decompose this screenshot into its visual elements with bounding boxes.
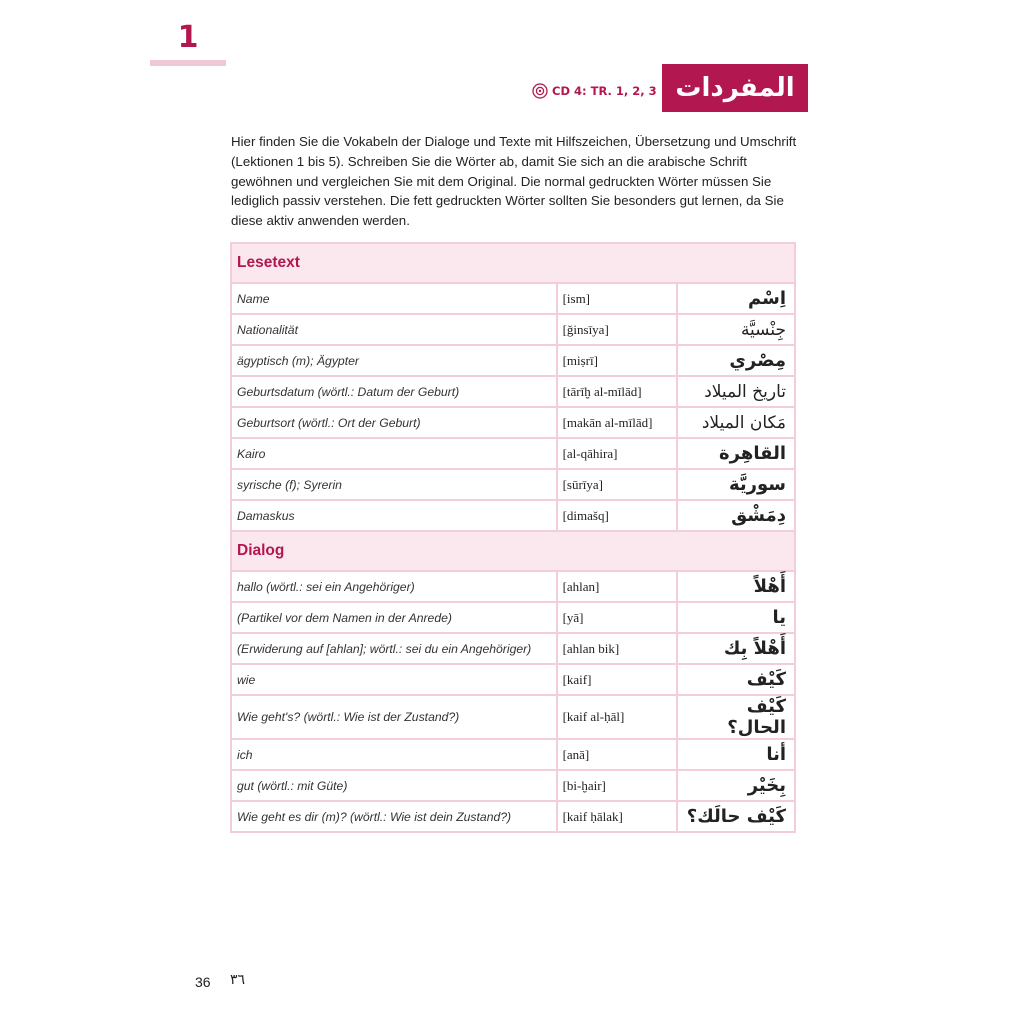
section-heading: Lesetext xyxy=(231,243,795,283)
transliteration: [bi-ḫair] xyxy=(557,770,677,801)
cd-reference xyxy=(532,80,657,102)
german-meaning: (Erwiderung auf [ahlan]; wörtl.: sei du ein Angehöriger) xyxy=(231,633,557,664)
chapter-underline xyxy=(150,60,226,66)
arabic-word: أنا xyxy=(677,739,795,770)
table-row xyxy=(231,602,795,633)
arabic-word: تاريخ الميلاد xyxy=(677,376,795,407)
transliteration: [kaif] xyxy=(557,664,677,695)
arabic-word: أَهْلاً بِك xyxy=(677,633,795,664)
arabic-word: مِصْري xyxy=(677,345,795,376)
arabic-word: يا xyxy=(677,602,795,633)
table-row xyxy=(231,345,795,376)
transliteration: [ǧinsīya] xyxy=(557,314,677,345)
german-meaning: Geburtsort (wörtl.: Ort der Geburt) xyxy=(231,407,557,438)
transliteration: [yā] xyxy=(557,602,677,633)
table-row xyxy=(231,664,795,695)
transliteration: [sūrīya] xyxy=(557,469,677,500)
table-row xyxy=(231,770,795,801)
german-meaning: Geburtsdatum (wörtl.: Datum der Geburt) xyxy=(231,376,557,407)
section-title-banner: المفردات xyxy=(662,64,808,112)
german-meaning: hallo (wörtl.: sei ein Angehöriger) xyxy=(231,571,557,602)
transliteration: [al-qāhira] xyxy=(557,438,677,469)
transliteration: [miṣrī] xyxy=(557,345,677,376)
arabic-word: اِسْم xyxy=(677,283,795,314)
page-number-arabic: ٣٦ xyxy=(230,972,246,988)
arabic-word: كَيْف الحال؟ xyxy=(677,695,795,739)
table-row xyxy=(231,407,795,438)
german-meaning: gut (wörtl.: mit Güte) xyxy=(231,770,557,801)
intro-paragraph: Hier finden Sie die Vokabeln der Dialoge und Texte mit Hilfszeichen, Übersetzung und Umschrift (Lektionen 1 bis 5). Schreiben Sie die Wörter ab, damit Sie sich an die arabische Schrift gewöhnen und vergleichen Sie mit dem Original. Die normal gedruckten Wörter müssen Sie lediglich passiv verstehen. Die fett gedruckten Wörter sollten Sie besonders gut lernen, da Sie diese aktiv anwenden werden. xyxy=(231,134,797,229)
german-meaning: Wie geht es dir (m)? (wörtl.: Wie ist dein Zustand?) xyxy=(231,801,557,832)
transliteration: [anā] xyxy=(557,739,677,770)
chapter-number: 1 xyxy=(177,20,199,55)
table-row xyxy=(231,695,795,739)
german-meaning: Damaskus xyxy=(231,500,557,531)
page-number: 36 xyxy=(195,974,211,990)
cd-reference-text: CD 4: TR. 1, 2, 3 xyxy=(552,84,657,98)
vocabulary-table xyxy=(230,242,796,833)
german-meaning: (Partikel vor dem Namen in der Anrede) xyxy=(231,602,557,633)
transliteration: [tārīḫ al-mīlād] xyxy=(557,376,677,407)
arabic-word: بِخَيْر xyxy=(677,770,795,801)
german-meaning: ägyptisch (m); Ägypter xyxy=(231,345,557,376)
german-meaning: wie xyxy=(231,664,557,695)
german-meaning: Nationalität xyxy=(231,314,557,345)
cd-icon xyxy=(532,83,548,99)
transliteration: [ahlan bik] xyxy=(557,633,677,664)
table-row xyxy=(231,571,795,602)
arabic-word: أَهْلاً xyxy=(677,571,795,602)
table-row xyxy=(231,283,795,314)
table-row xyxy=(231,801,795,832)
arabic-word: سوريَّة xyxy=(677,469,795,500)
table-row xyxy=(231,438,795,469)
arabic-word: دِمَشْق xyxy=(677,500,795,531)
transliteration: [makān al-mīlād] xyxy=(557,407,677,438)
section-heading: Dialog xyxy=(231,531,795,571)
table-row xyxy=(231,314,795,345)
arabic-word: القاهِرة xyxy=(677,438,795,469)
table-row xyxy=(231,633,795,664)
transliteration: [ahlan] xyxy=(557,571,677,602)
arabic-word: مَكان الميلاد xyxy=(677,407,795,438)
arabic-word: جِنْسيَّة xyxy=(677,314,795,345)
transliteration: [ism] xyxy=(557,283,677,314)
table-row xyxy=(231,376,795,407)
section-header-row xyxy=(231,531,795,571)
table-row xyxy=(231,739,795,770)
german-meaning: Wie geht's? (wörtl.: Wie ist der Zustand?) xyxy=(231,695,557,739)
german-meaning: Kairo xyxy=(231,438,557,469)
arabic-word: كَيْف حالَك؟ xyxy=(677,801,795,832)
table-row xyxy=(231,500,795,531)
section-header-row xyxy=(231,243,795,283)
arabic-word: كَيْف xyxy=(677,664,795,695)
german-meaning: syrische (f); Syrerin xyxy=(231,469,557,500)
transliteration: [dimašq] xyxy=(557,500,677,531)
table-row xyxy=(231,469,795,500)
german-meaning: ich xyxy=(231,739,557,770)
transliteration: [kaif al-ḥāl] xyxy=(557,695,677,739)
transliteration: [kaif ḥālak] xyxy=(557,801,677,832)
german-meaning: Name xyxy=(231,283,557,314)
